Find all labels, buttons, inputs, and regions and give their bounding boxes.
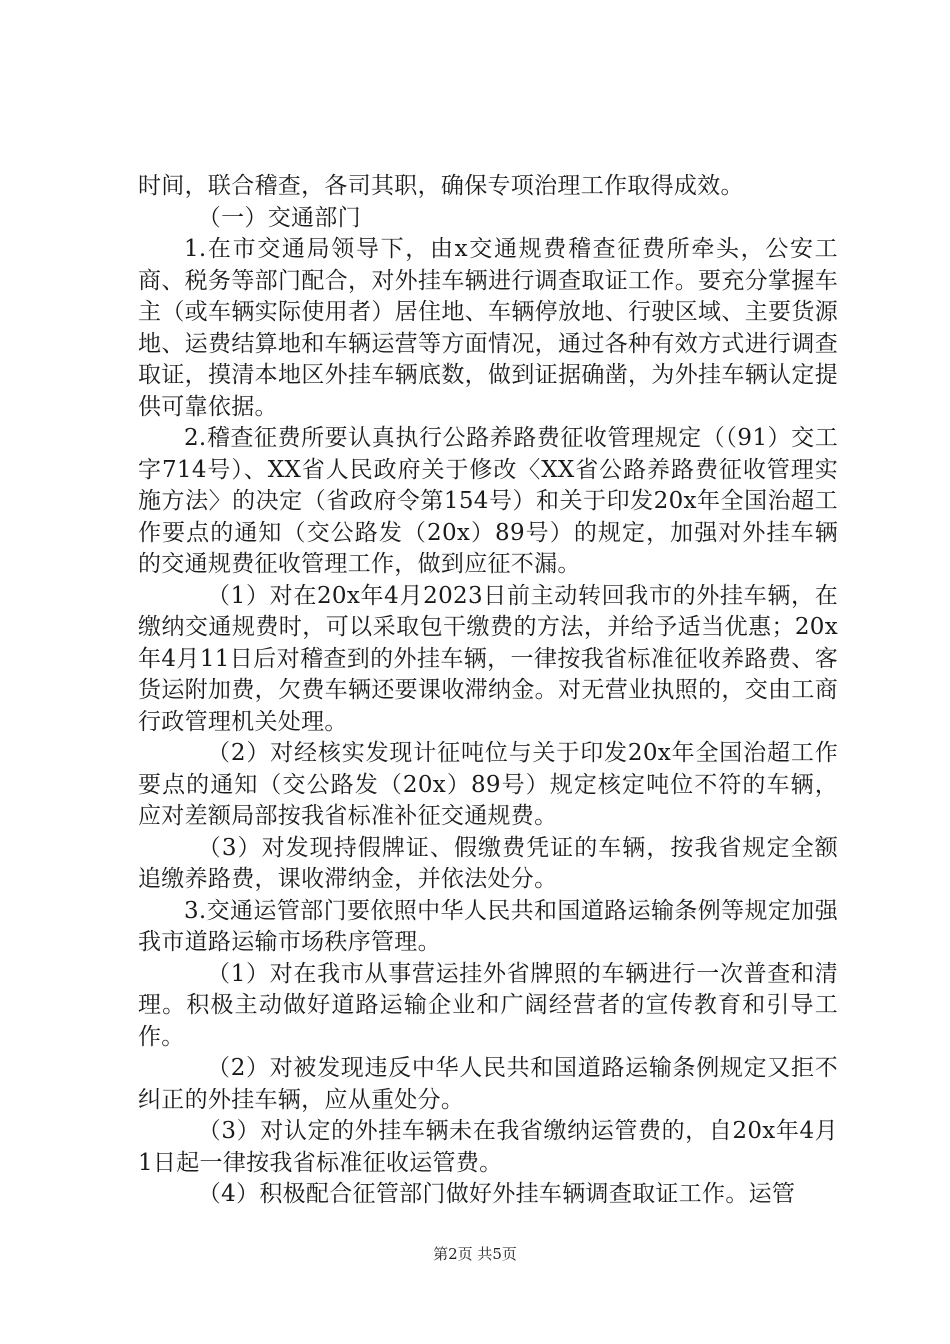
paragraph-subitem-3-4: （4）积极配合征管部门做好外挂车辆调查取证工作。运管: [197, 1181, 796, 1207]
paragraph-item-2: 2.稽查征费所要认真执行公路养路费征收管理规定（（91）交工字714号）、XX省人民政府关于修改〈XX省公路养路费征收管理实施方法〉的决定（省政府令第154号）和关于印发20x年全国治超工作要点的通知（交公路发（20x）89号）的规定，加强对外挂车辆的交通规费征收管理工作，做到应征不漏。: [138, 425, 838, 577]
paragraph-subitem-3-1: （1）对在我市从事营运挂外省牌照的车辆进行一次普查和清理。积极主动做好道路运输企业和广阔经营者的宣传教育和引导工作。: [138, 960, 838, 1050]
paragraph-continuation: 时间，联合稽查，各司其职，确保专项治理工作取得成效。: [138, 173, 744, 199]
paragraph-subitem-3-2: （2）对被发现违反中华人民共和国道路运输条例规定又拒不纠正的外挂车辆，应从重处分。: [138, 1055, 838, 1113]
page-number-footer: 第2页 共5页: [433, 1245, 517, 1263]
document-body: [138, 171, 838, 1211]
section-heading-transport-department: （一）交通部门: [197, 204, 361, 231]
paragraph-subitem-2-2: （2）对经核实发现计征吨位与关于印发20x年全国治超工作要点的通知（交公路发（20x）89号）规定核定吨位不符的车辆，应对差额局部按我省标准补征交通规费。: [138, 740, 838, 829]
paragraph-subitem-3-3: （3）对认定的外挂车辆未在我省缴纳运管费的，自20x年4月1日起一律按我省标准征收运管费。: [138, 1118, 838, 1176]
paragraph-item-3: 3.交通运管部门要依照中华人民共和国道路运输条例等规定加强我市道路运输市场秩序管理。: [138, 897, 838, 955]
paragraph-item-1: 1.在市交通局领导下，由x交通规费稽查征费所牵头，公安工商、税务等部门配合，对外挂车辆进行调查取证工作。要充分掌握车主（或车辆实际使用者）居住地、车辆停放地、行驶区域、主要货源地、运费结算地和车辆运营等方面情况，通过各种有效方式进行调查取证，摸清本地区外挂车辆底数，做到证据确凿，为外挂车辆认定提供可靠依据。: [138, 236, 838, 420]
paragraph-subitem-2-1: （1）对在20x年4月2023日前主动转回我市的外挂车辆，在缴纳交通规费时，可以采取包干缴费的方法，并给予适当优惠；20x年4月11日后对稽查到的外挂车辆，一律按我省标准征收养路费、客货运附加费，欠费车辆还要课收滞纳金。对无营业执照的，交由工商行政管理机关处理。: [138, 582, 838, 735]
paragraph-subitem-2-3: （3）对发现持假牌证、假缴费凭证的车辆，按我省规定全额追缴养路费，课收滞纳金，并依法处分。: [138, 834, 838, 892]
